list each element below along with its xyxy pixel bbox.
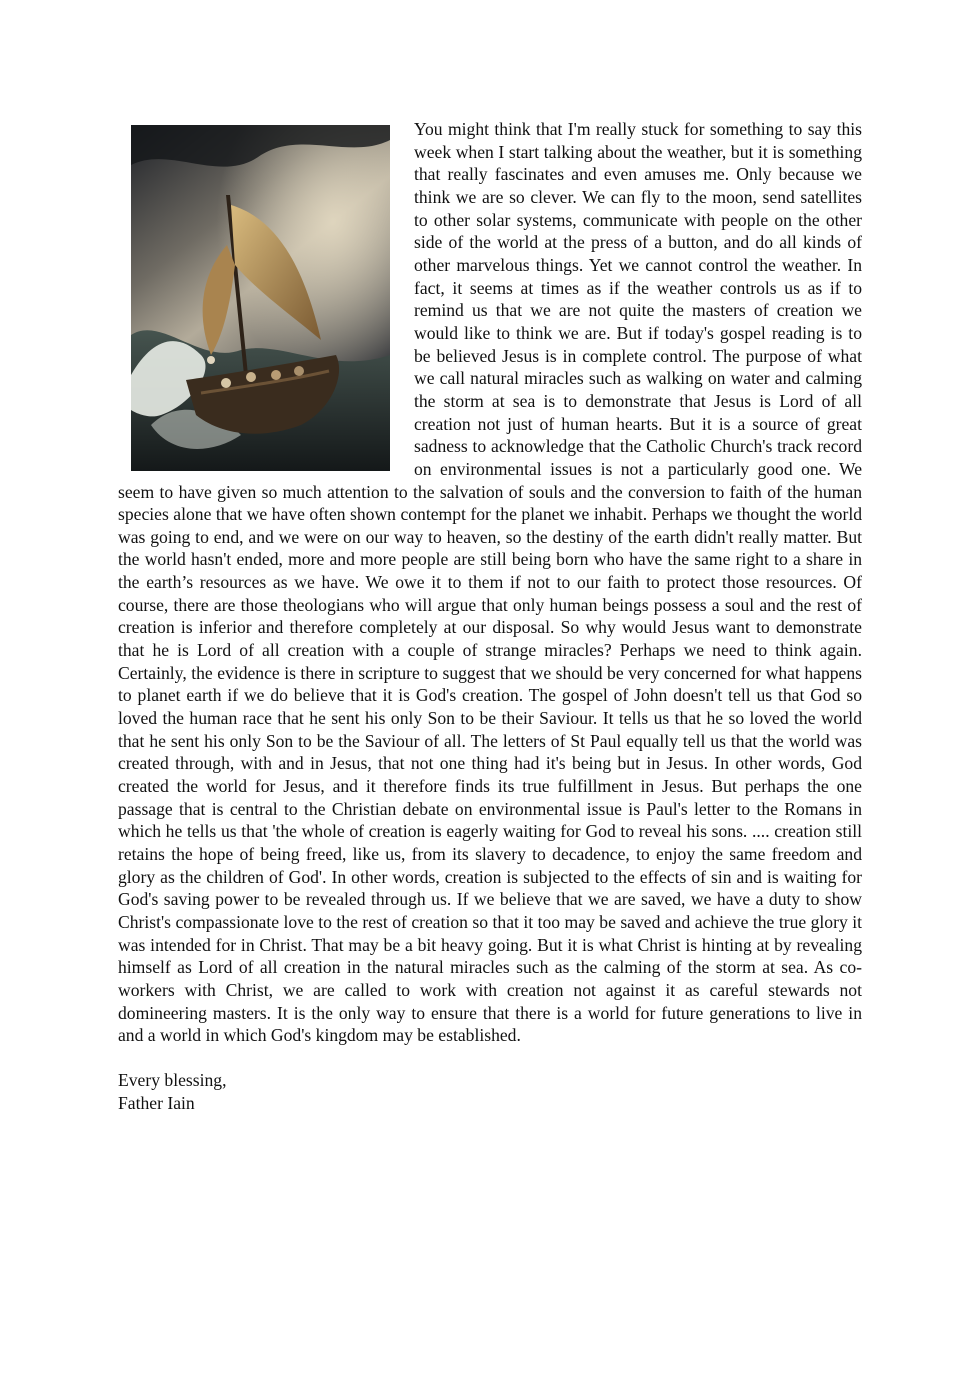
storm-at-sea-painting (131, 125, 390, 471)
letter-signoff (118, 1069, 862, 1114)
painting-illustration (131, 125, 390, 471)
signature: Father Iain (118, 1092, 195, 1113)
letter-page (118, 118, 862, 1114)
letter-body: You might think that I'm really stuck for something to say this week when I start talking about the weather, but it is something that really fascinates and even amuses me. Only because we think we are so clever. We can fly to the moon, send satellites to other solar systems, communicate with people on the other side of the world at the press of a button, and do all kinds of other marvelous things. Yet we cannot control the weather. In fact, it seems at times as if the weather controls us as if to remind us that we are not quite the masters of creation we would like to think we are. But if today's gospel reading is to be believed Jesus is in complete control. The purpose of what we call natural miracles such as walking on water and calming the storm at sea is to demonstrate that Jesus is Lord of all creation not just of human hearts. But it is a source of great sadness to acknowledge that the Catholic Church's track record on environmental issues is not a particularly good one. We seem to have given so much attention to the salvation of souls and the conversion to faith of the human species alone that we have often shown contempt for the planet we inhabit. Perhaps we thought the world was going to end, and we were on our way to heaven, so the destiny of the earth didn't really matter. But the world hasn't ended, more and more people are still being born who have the same right to a share in the earth’s resources as we have. We owe it to them if not to our faith to protect those resources. Of course, there are those theologians who will argue that only human beings possess a soul and the rest of creation is inferior and therefore completely at our disposal. So why would Jesus want to demonstrate that he is Lord of all creation with a couple of strange miracles? Perhaps we need to think again. Certainly, the evidence is there in scripture to suggest that we should be very concerned for what happens to planet earth if we do believe that it is God's creation. The gospel of John doesn't tell us that God so loved the human race that he sent his only Son to be their Saviour. It tells us that he so loved the world that he sent his only Son to be the Saviour of all. The letters of St Paul equally tell us that the world was created through, with and in Jesus, that not one thing had it's being but in Jesus. In other words, God created the world for Jesus, and it therefore finds its true fulfillment in Jesus. But perhaps the one passage that is central to the Christian debate on environmental issue is Paul's letter to the Romans in which he tells us that 'the whole of creation is eagerly waiting for God to reveal his sons. .... creation still retains the hope of being freed, like us, from its slavery to decadence, to enjoy the same freedom and glory as the children of God'. In other words, creation is subjected to the effects of sin and is waiting for God's saving power to be revealed through us. If we believe that we are saved, we have a duty to show Christ's compassionate love to the rest of creation so that it too may be saved and achieve the true glory it was intended for in Christ. That may be a bit heavy going. But it is what Christ is hinting at by revealing himself as Lord of all creation in the natural miracles such as the calming of the storm at sea. As co-workers with Christ, we are called to work with creation not against it as careful stewards not domineering masters. It is the only way to ensure that there is a world for future generations to live in and a world in which God's kingdom may be established. (118, 119, 862, 1046)
closing-line: Every blessing, (118, 1069, 227, 1090)
